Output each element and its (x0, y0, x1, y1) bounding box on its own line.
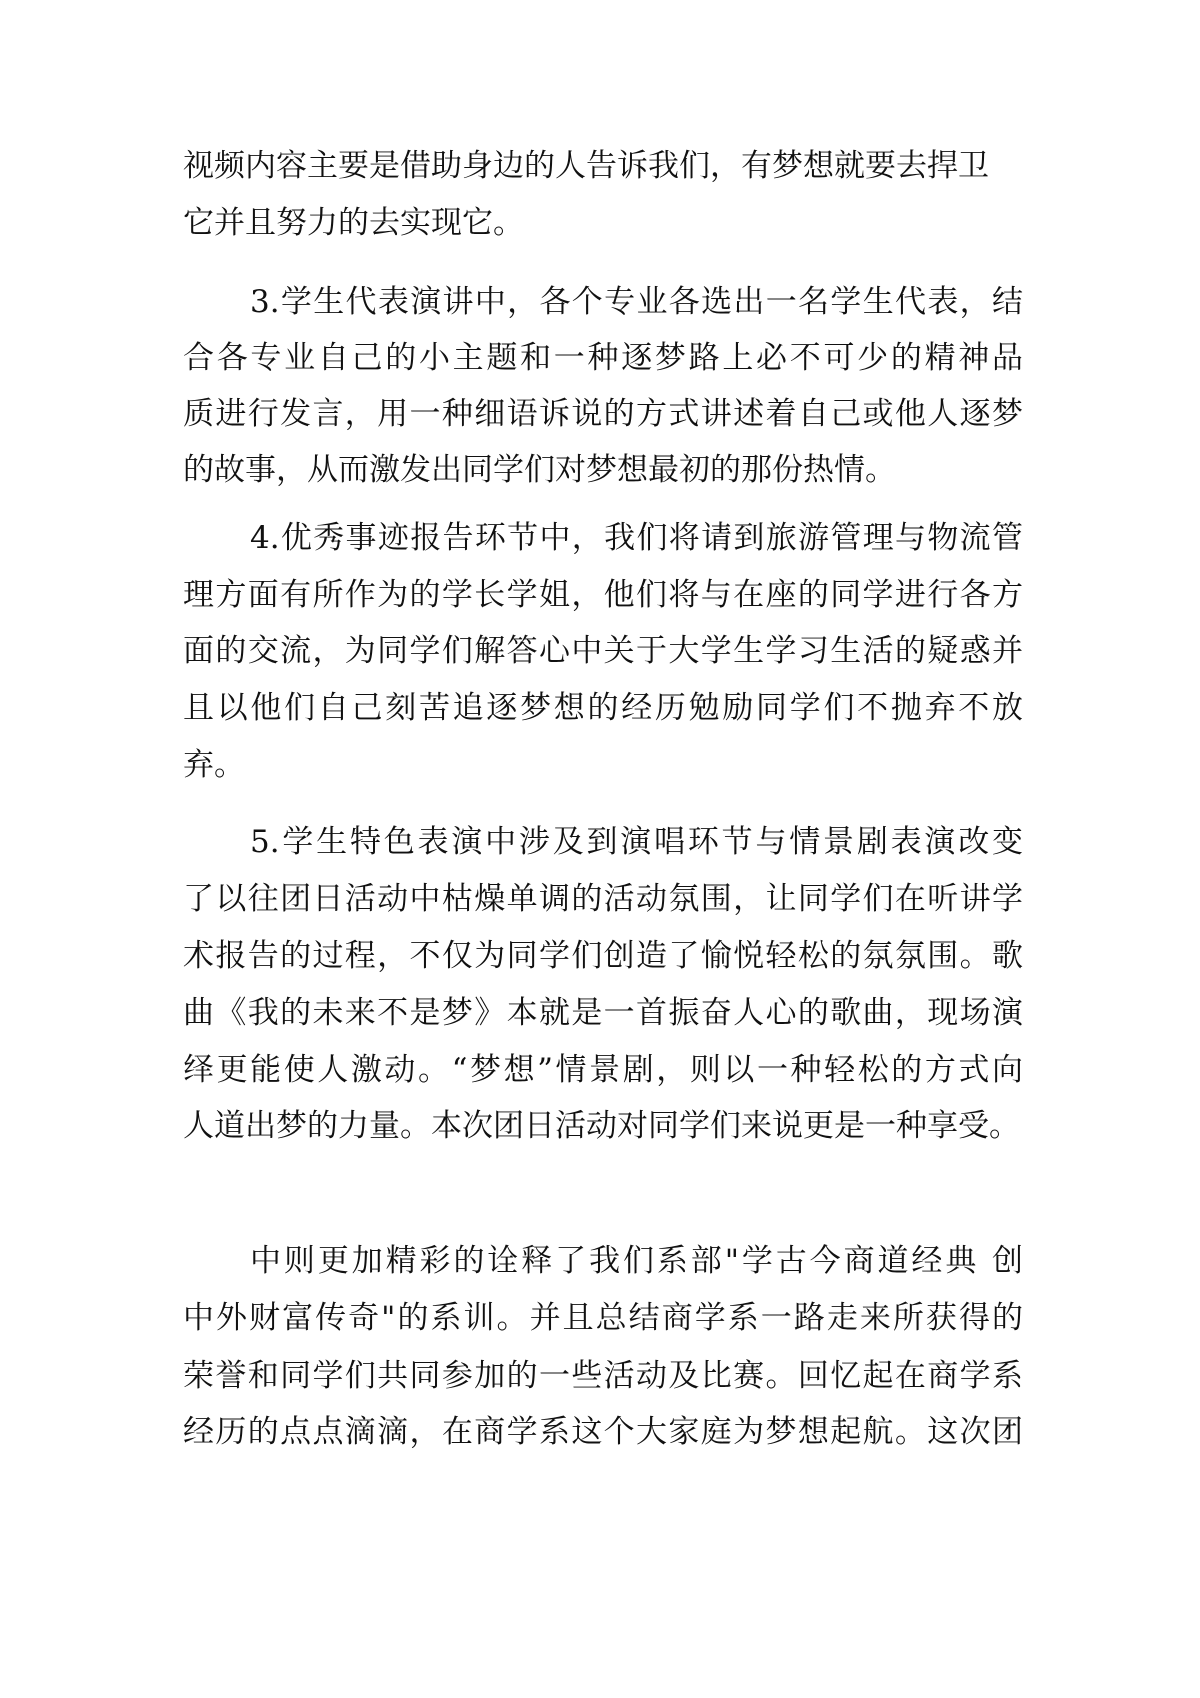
text-line: 荣誉和同学们共同参加的一些活动及比赛。回忆起在商学系 (183, 1358, 1023, 1394)
text-line: 中则更加精彩的诠释了我们系部"学古今商道经典 创 (250, 1243, 1023, 1279)
text-line: 合各专业自己的小主题和一种逐梦路上必不可少的精神品 (183, 340, 1023, 376)
text-line: 质进行发言，用一种细语诉说的方式讲述着自己或他人逐梦 (183, 396, 1023, 432)
text-line: 5.学生特色表演中涉及到演唱环节与情景剧表演改变 (250, 824, 1023, 860)
text-line: 面的交流，为同学们解答心中关于大学生学习生活的疑惑并 (183, 633, 1023, 669)
text-line: 术报告的过程，不仅为同学们创造了愉悦轻松的氛氛围。歌 (183, 938, 1023, 974)
text-line: 视频内容主要是借助身边的人告诉我们，有梦想就要去捍卫 (183, 148, 989, 184)
text-line: 理方面有所作为的学长学姐，他们将与在座的同学进行各方 (183, 577, 1023, 613)
text-line: 经历的点点滴滴，在商学系这个大家庭为梦想起航。这次团 (183, 1414, 1023, 1450)
text-line: 曲《我的未来不是梦》本就是一首振奋人心的歌曲，现场演 (183, 995, 1023, 1031)
text-line: 的故事，从而激发出同学们对梦想最初的那份热情。 (183, 452, 896, 488)
text-line: 了以往团日活动中枯燥单调的活动氛围，让同学们在听讲学 (183, 881, 1023, 917)
text-line: 人道出梦的力量。本次团日活动对同学们来说更是一种享受。 (183, 1108, 1020, 1144)
text-line: 弃。 (183, 747, 245, 783)
text-line: 3.学生代表演讲中，各个专业各选出一名学生代表，结 (250, 284, 1023, 320)
text-line: 且以他们自己刻苦追逐梦想的经历勉励同学们不抛弃不放 (183, 690, 1023, 726)
text-line: 它并且努力的去实现它。 (183, 205, 524, 241)
text-line: 绎更能使人激动。“梦想”情景剧，则以一种轻松的方式向 (183, 1052, 1023, 1088)
text-line: 4.优秀事迹报告环节中，我们将请到旅游管理与物流管 (250, 520, 1023, 556)
text-line: 中外财富传奇"的系训。并且总结商学系一路走来所获得的 (183, 1300, 1023, 1336)
